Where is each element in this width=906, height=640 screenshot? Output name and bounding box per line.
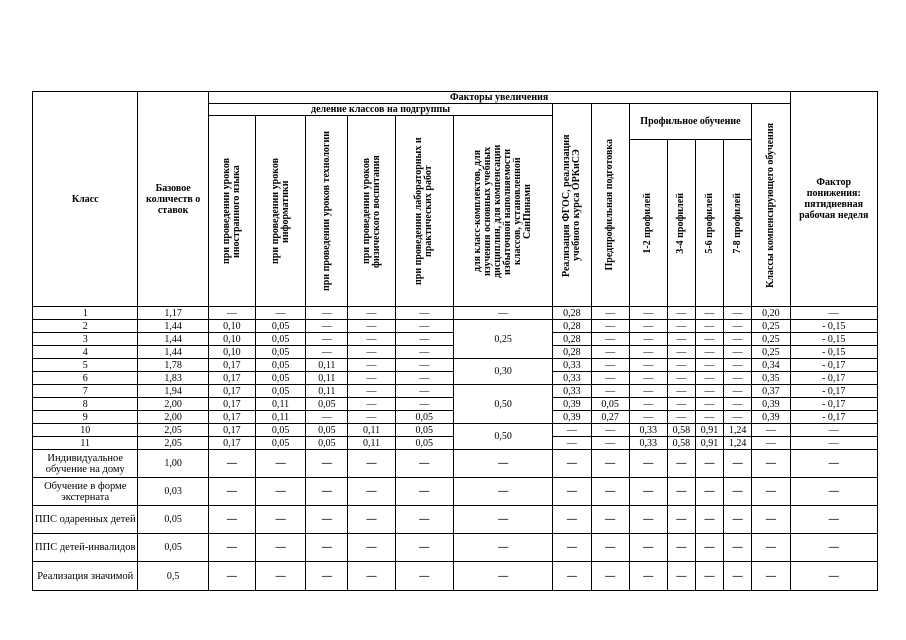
value-cell: — xyxy=(591,372,629,385)
value-cell: 2,05 xyxy=(138,437,208,450)
value-cell: 0,05 xyxy=(256,320,306,333)
value-cell: 0,20 xyxy=(752,307,790,320)
header-profile-7-8: 7-8 профилей xyxy=(724,140,752,307)
header-profile-3-4: 3-4 профилей xyxy=(667,140,695,307)
value-cell: 0,11 xyxy=(348,424,395,437)
empty-dash-cell: — xyxy=(629,450,667,478)
empty-dash-cell: — xyxy=(695,478,723,506)
value-cell: — xyxy=(790,307,878,320)
value-cell: - 0,17 xyxy=(790,359,878,372)
value-cell: — xyxy=(629,307,667,320)
value-cell: — xyxy=(695,333,723,346)
value-cell: 0,11 xyxy=(306,372,348,385)
value-cell: 0,58 xyxy=(667,437,695,450)
value-cell: 1,83 xyxy=(138,372,208,385)
header-class: Класс xyxy=(33,92,138,307)
value-cell: — xyxy=(348,333,395,346)
value-cell: 0,05 xyxy=(395,424,453,437)
special-row xyxy=(33,534,878,562)
header-compensating: Классы компенсирующего обучения xyxy=(752,104,790,307)
value-cell: — xyxy=(348,307,395,320)
special-row xyxy=(33,562,878,591)
value-cell: 1,94 xyxy=(138,385,208,398)
class-cell: 1 xyxy=(33,307,138,320)
empty-dash-cell: — xyxy=(395,562,453,591)
value-cell: — xyxy=(591,307,629,320)
empty-dash-cell: — xyxy=(348,562,395,591)
value-cell: — xyxy=(667,398,695,411)
value-cell: — xyxy=(667,372,695,385)
empty-dash-cell: — xyxy=(453,450,552,478)
value-cell: 0,05 xyxy=(395,437,453,450)
value-cell: 1,17 xyxy=(138,307,208,320)
empty-dash-cell: — xyxy=(453,506,552,534)
value-cell: 1,24 xyxy=(724,424,752,437)
empty-dash-cell: — xyxy=(453,562,552,591)
value-cell: — xyxy=(724,333,752,346)
combined-classes-value: 0,50 xyxy=(453,424,552,450)
combined-classes-value: 0,30 xyxy=(453,359,552,385)
value-cell: — xyxy=(667,385,695,398)
empty-dash-cell: — xyxy=(667,562,695,591)
empty-dash-cell: — xyxy=(395,478,453,506)
empty-dash-cell: — xyxy=(752,506,790,534)
value-cell: - 0,15 xyxy=(790,346,878,359)
empty-dash-cell: — xyxy=(453,478,552,506)
value-cell: — xyxy=(695,307,723,320)
special-row-base: 1,00 xyxy=(138,450,208,478)
value-cell: — xyxy=(348,411,395,424)
special-row-base: 0,03 xyxy=(138,478,208,506)
value-cell: — xyxy=(348,359,395,372)
value-cell: 1,44 xyxy=(138,346,208,359)
special-row-label: ППС детей-инвалидов xyxy=(33,534,138,562)
header-base-rate: Базовое количеств о ставок xyxy=(138,92,208,307)
value-cell: 0,05 xyxy=(256,437,306,450)
empty-dash-cell: — xyxy=(208,506,255,534)
class-cell: 3 xyxy=(33,333,138,346)
class-cell: 6 xyxy=(33,372,138,385)
value-cell: 0,34 xyxy=(752,359,790,372)
value-cell: 0,27 xyxy=(591,411,629,424)
table-row xyxy=(33,307,878,320)
empty-dash-cell: — xyxy=(453,534,552,562)
value-cell: — xyxy=(667,359,695,372)
special-row-base: 0,05 xyxy=(138,534,208,562)
empty-dash-cell: — xyxy=(695,562,723,591)
value-cell: 0,05 xyxy=(306,398,348,411)
value-cell: — xyxy=(724,385,752,398)
value-cell: — xyxy=(348,385,395,398)
value-cell: — xyxy=(724,411,752,424)
class-cell: 9 xyxy=(33,411,138,424)
value-cell: — xyxy=(629,385,667,398)
empty-dash-cell: — xyxy=(667,478,695,506)
value-cell: - 0,17 xyxy=(790,372,878,385)
staffing-factors-table xyxy=(32,91,878,591)
value-cell: 0,05 xyxy=(256,359,306,372)
value-cell: 0,10 xyxy=(208,346,255,359)
value-cell: 0,17 xyxy=(208,385,255,398)
value-cell: 0,11 xyxy=(348,437,395,450)
class-cell: 5 xyxy=(33,359,138,372)
empty-dash-cell: — xyxy=(591,506,629,534)
value-cell: — xyxy=(695,385,723,398)
value-cell: 0,28 xyxy=(553,346,591,359)
empty-dash-cell: — xyxy=(591,478,629,506)
value-cell: 2,00 xyxy=(138,411,208,424)
empty-dash-cell: — xyxy=(306,562,348,591)
value-cell: — xyxy=(591,320,629,333)
empty-dash-cell: — xyxy=(667,534,695,562)
class-cell: 11 xyxy=(33,437,138,450)
empty-dash-cell: — xyxy=(752,534,790,562)
empty-dash-cell: — xyxy=(752,562,790,591)
empty-dash-cell: — xyxy=(553,562,591,591)
value-cell: 0,05 xyxy=(256,424,306,437)
header-physical-education: при проведении уроков физического воспитания xyxy=(348,116,395,307)
value-cell: 0,37 xyxy=(752,385,790,398)
value-cell: 0,33 xyxy=(553,359,591,372)
value-cell: 0,17 xyxy=(208,359,255,372)
empty-dash-cell: — xyxy=(256,506,306,534)
value-cell: 0,39 xyxy=(553,398,591,411)
special-row-label: ППС одаренных детей xyxy=(33,506,138,534)
empty-dash-cell: — xyxy=(348,478,395,506)
value-cell: — xyxy=(553,424,591,437)
table-row xyxy=(33,424,878,437)
empty-dash-cell: — xyxy=(306,506,348,534)
combined-classes-value: 0,50 xyxy=(453,385,552,424)
empty-dash-cell: — xyxy=(724,478,752,506)
value-cell: 2,05 xyxy=(138,424,208,437)
value-cell: — xyxy=(208,307,255,320)
value-cell: — xyxy=(695,359,723,372)
empty-dash-cell: — xyxy=(256,562,306,591)
special-row-label: Обучение в форме экстерната xyxy=(33,478,138,506)
value-cell: 0,11 xyxy=(306,385,348,398)
empty-dash-cell: — xyxy=(395,506,453,534)
value-cell: 0,05 xyxy=(256,372,306,385)
value-cell: - 0,15 xyxy=(790,333,878,346)
empty-dash-cell: — xyxy=(591,562,629,591)
value-cell: — xyxy=(724,398,752,411)
value-cell: — xyxy=(395,333,453,346)
value-cell: — xyxy=(629,333,667,346)
value-cell: - 0,17 xyxy=(790,398,878,411)
header-profile-training: Профильное обучение xyxy=(629,104,752,140)
table-row xyxy=(33,320,878,333)
value-cell: 0,35 xyxy=(752,372,790,385)
value-cell: — xyxy=(591,424,629,437)
class-cell: 8 xyxy=(33,398,138,411)
special-row xyxy=(33,450,878,478)
value-cell: — xyxy=(395,320,453,333)
empty-dash-cell: — xyxy=(208,534,255,562)
value-cell: — xyxy=(306,333,348,346)
value-cell: — xyxy=(306,346,348,359)
empty-dash-cell: — xyxy=(348,450,395,478)
value-cell: — xyxy=(667,411,695,424)
header-profile-5-6: 5-6 профилей xyxy=(695,140,723,307)
class-cell: 10 xyxy=(33,424,138,437)
value-cell: — xyxy=(395,307,453,320)
special-row xyxy=(33,506,878,534)
value-cell: 0,28 xyxy=(553,333,591,346)
value-cell: — xyxy=(629,372,667,385)
value-cell: — xyxy=(348,398,395,411)
value-cell: — xyxy=(724,372,752,385)
value-cell: 0,11 xyxy=(306,359,348,372)
value-cell: 0,28 xyxy=(553,320,591,333)
empty-dash-cell: — xyxy=(790,534,878,562)
value-cell: 0,17 xyxy=(208,398,255,411)
value-cell: 0,17 xyxy=(208,424,255,437)
value-cell: — xyxy=(553,437,591,450)
value-cell: 0,11 xyxy=(256,411,306,424)
class-cell: 7 xyxy=(33,385,138,398)
empty-dash-cell: — xyxy=(256,450,306,478)
header-increase-factors: Факторы увеличения xyxy=(208,92,790,104)
table-row xyxy=(33,385,878,398)
value-cell: — xyxy=(348,346,395,359)
header-combined-classes: для класс-комплектов, для изучения основных учебных дисциплин, для компенсации избыточной наполняемости классов, установленной СанПинами xyxy=(453,116,552,307)
value-cell: 0,25 xyxy=(752,333,790,346)
special-row-base: 0,05 xyxy=(138,506,208,534)
value-cell: — xyxy=(629,359,667,372)
value-cell: 1,78 xyxy=(138,359,208,372)
empty-dash-cell: — xyxy=(695,534,723,562)
value-cell: 0,39 xyxy=(752,398,790,411)
empty-dash-cell: — xyxy=(629,506,667,534)
value-cell: 0,17 xyxy=(208,372,255,385)
value-cell: — xyxy=(629,320,667,333)
value-cell: — xyxy=(724,307,752,320)
empty-dash-cell: — xyxy=(667,506,695,534)
value-cell: — xyxy=(591,333,629,346)
value-cell: — xyxy=(591,346,629,359)
value-cell: — xyxy=(667,333,695,346)
empty-dash-cell: — xyxy=(790,562,878,591)
value-cell: — xyxy=(591,359,629,372)
combined-classes-value: — xyxy=(453,307,552,320)
value-cell: — xyxy=(724,320,752,333)
empty-dash-cell: — xyxy=(667,450,695,478)
value-cell: — xyxy=(306,307,348,320)
value-cell: 0,33 xyxy=(553,385,591,398)
value-cell: — xyxy=(790,424,878,437)
empty-dash-cell: — xyxy=(306,478,348,506)
empty-dash-cell: — xyxy=(629,478,667,506)
value-cell: 0,91 xyxy=(695,437,723,450)
special-row xyxy=(33,478,878,506)
empty-dash-cell: — xyxy=(306,450,348,478)
value-cell: 0,05 xyxy=(256,346,306,359)
empty-dash-cell: — xyxy=(553,506,591,534)
empty-dash-cell: — xyxy=(306,534,348,562)
value-cell: — xyxy=(306,411,348,424)
value-cell: 1,44 xyxy=(138,320,208,333)
value-cell: — xyxy=(695,372,723,385)
value-cell: 0,05 xyxy=(256,333,306,346)
empty-dash-cell: — xyxy=(790,478,878,506)
value-cell: 2,00 xyxy=(138,398,208,411)
empty-dash-cell: — xyxy=(591,450,629,478)
empty-dash-cell: — xyxy=(553,478,591,506)
value-cell: 0,10 xyxy=(208,320,255,333)
empty-dash-cell: — xyxy=(724,450,752,478)
header-preprofile: Предпрофильная подготовка xyxy=(591,104,629,307)
header-lab-work: при проведении лабораторных и практических работ xyxy=(395,116,453,307)
value-cell: — xyxy=(395,359,453,372)
special-row-base: 0,5 xyxy=(138,562,208,591)
value-cell: — xyxy=(395,372,453,385)
header-decrease-factor: Фактор понижения: пятидневная рабочая неделя xyxy=(790,92,878,307)
empty-dash-cell: — xyxy=(553,534,591,562)
value-cell: — xyxy=(395,385,453,398)
value-cell: - 0,15 xyxy=(790,320,878,333)
value-cell: 0,39 xyxy=(553,411,591,424)
value-cell: 1,24 xyxy=(724,437,752,450)
empty-dash-cell: — xyxy=(256,478,306,506)
value-cell: — xyxy=(790,437,878,450)
value-cell: 0,17 xyxy=(208,437,255,450)
value-cell: — xyxy=(667,346,695,359)
empty-dash-cell: — xyxy=(348,534,395,562)
empty-dash-cell: — xyxy=(629,562,667,591)
value-cell: — xyxy=(348,320,395,333)
class-cell: 2 xyxy=(33,320,138,333)
empty-dash-cell: — xyxy=(752,450,790,478)
empty-dash-cell: — xyxy=(790,450,878,478)
header-informatics: при проведении уроков информатики xyxy=(256,116,306,307)
value-cell: — xyxy=(695,320,723,333)
value-cell: 0,17 xyxy=(208,411,255,424)
value-cell: - 0,17 xyxy=(790,385,878,398)
value-cell: — xyxy=(724,346,752,359)
value-cell: 0,39 xyxy=(752,411,790,424)
value-cell: — xyxy=(667,320,695,333)
value-cell: — xyxy=(695,411,723,424)
empty-dash-cell: — xyxy=(208,562,255,591)
table-row xyxy=(33,359,878,372)
value-cell: 0,05 xyxy=(395,411,453,424)
value-cell: — xyxy=(629,411,667,424)
value-cell: 0,33 xyxy=(629,437,667,450)
value-cell: 0,58 xyxy=(667,424,695,437)
value-cell: — xyxy=(724,359,752,372)
value-cell: 0,28 xyxy=(553,307,591,320)
value-cell: — xyxy=(306,320,348,333)
empty-dash-cell: — xyxy=(395,450,453,478)
value-cell: 0,05 xyxy=(256,385,306,398)
header-technology: при проведении уроков технологии xyxy=(306,116,348,307)
value-cell: — xyxy=(752,437,790,450)
value-cell: — xyxy=(629,398,667,411)
header-fgos: Реализация ФГОС, реализация учебного курса ОРКиСЭ xyxy=(553,104,591,307)
header-subgroup-division: деление классов на подгруппы xyxy=(208,104,553,116)
special-row-label: Реализация значимой xyxy=(33,562,138,591)
value-cell: — xyxy=(348,372,395,385)
value-cell: 0,11 xyxy=(256,398,306,411)
empty-dash-cell: — xyxy=(256,534,306,562)
empty-dash-cell: — xyxy=(395,534,453,562)
value-cell: 0,05 xyxy=(306,437,348,450)
value-cell: 0,33 xyxy=(629,424,667,437)
header-foreign-language: при проведении уроков иностранного языка xyxy=(208,116,255,307)
value-cell: — xyxy=(591,437,629,450)
combined-classes-value: 0,25 xyxy=(453,320,552,359)
empty-dash-cell: — xyxy=(208,450,255,478)
value-cell: — xyxy=(591,385,629,398)
value-cell: 1,44 xyxy=(138,333,208,346)
empty-dash-cell: — xyxy=(629,534,667,562)
value-cell: 0,25 xyxy=(752,346,790,359)
value-cell: 0,33 xyxy=(553,372,591,385)
empty-dash-cell: — xyxy=(695,506,723,534)
empty-dash-cell: — xyxy=(553,450,591,478)
value-cell: 0,91 xyxy=(695,424,723,437)
empty-dash-cell: — xyxy=(724,534,752,562)
value-cell: — xyxy=(256,307,306,320)
value-cell: 0,05 xyxy=(591,398,629,411)
empty-dash-cell: — xyxy=(724,506,752,534)
value-cell: — xyxy=(629,346,667,359)
empty-dash-cell: — xyxy=(752,478,790,506)
empty-dash-cell: — xyxy=(724,562,752,591)
value-cell: — xyxy=(752,424,790,437)
empty-dash-cell: — xyxy=(348,506,395,534)
special-row-label: Индивидуальное обучение на дому xyxy=(33,450,138,478)
value-cell: — xyxy=(395,346,453,359)
value-cell: — xyxy=(695,346,723,359)
header-profile-1-2: 1-2 профилей xyxy=(629,140,667,307)
value-cell: — xyxy=(695,398,723,411)
empty-dash-cell: — xyxy=(695,450,723,478)
value-cell: — xyxy=(395,398,453,411)
value-cell: — xyxy=(667,307,695,320)
value-cell: - 0,17 xyxy=(790,411,878,424)
value-cell: 0,10 xyxy=(208,333,255,346)
empty-dash-cell: — xyxy=(790,506,878,534)
empty-dash-cell: — xyxy=(208,478,255,506)
empty-dash-cell: — xyxy=(591,534,629,562)
value-cell: 0,25 xyxy=(752,320,790,333)
class-cell: 4 xyxy=(33,346,138,359)
value-cell: 0,05 xyxy=(306,424,348,437)
